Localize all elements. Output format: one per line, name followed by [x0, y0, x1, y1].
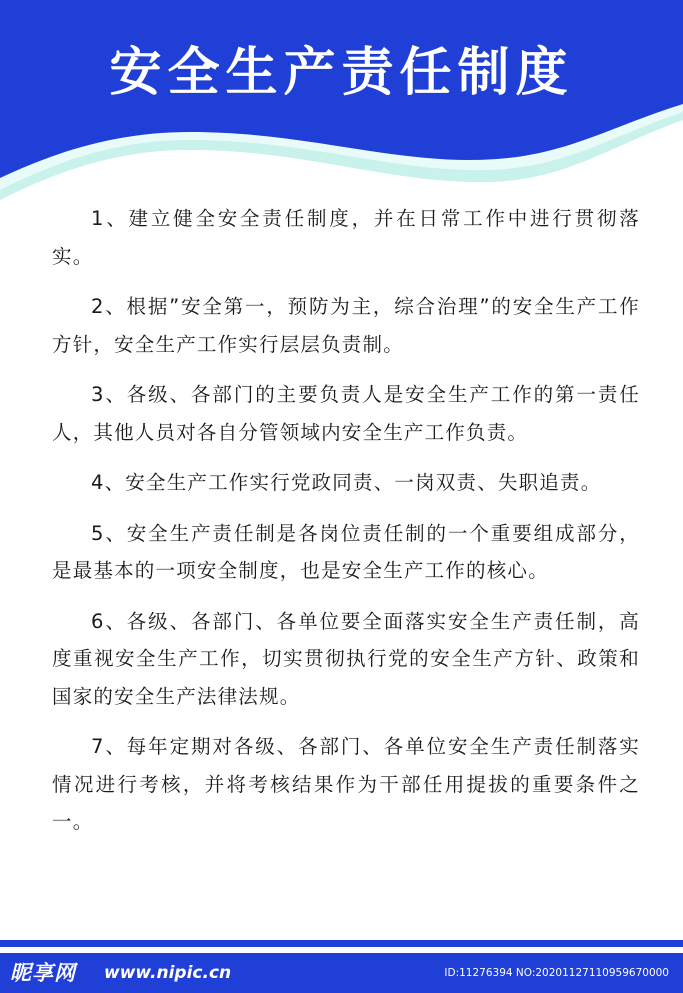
list-item: 3、各级、各部门的主要负责人是安全生产工作的第一责任人，其他人员对各自分管领域内安全生产工作负责。 — [52, 383, 640, 444]
list-item: 1、建立健全安全责任制度，并在日常工作中进行贯彻落实。 — [52, 207, 640, 268]
watermark-url: www.nipic.cn — [104, 963, 232, 983]
regulation-list — [52, 200, 640, 854]
watermark-logo: 昵享网 — [10, 961, 76, 985]
list-item: 2、根据”安全第一，预防为主，综合治理”的安全生产工作方针，安全生产工作实行层层负责制。 — [52, 295, 640, 356]
watermark-id: ID:11276394 NO:20201127110959670000 — [444, 967, 669, 979]
footer-divider — [0, 940, 683, 947]
list-item: 6、各级、各部门、各单位要全面落实安全生产责任制，高度重视安全生产工作，切实贯彻执行党的安全生产方针、政策和国家的安全生产法律法规。 — [52, 609, 640, 708]
list-item: 5、安全生产责任制是各岗位责任制的一个重要组成部分，是最基本的一项安全制度，也是安全生产工作的核心。 — [52, 521, 640, 582]
list-item: 7、每年定期对各级、各部门、各单位安全生产责任制落实情况进行考核，并将考核结果作为干部任用提拔的重要条件之一。 — [52, 735, 640, 833]
page-title: 安全生产责任制度 — [109, 43, 574, 103]
header-banner — [0, 0, 683, 215]
list-item: 4、安全生产工作实行党政同责、一岗双责、失职追责。 — [91, 471, 602, 494]
